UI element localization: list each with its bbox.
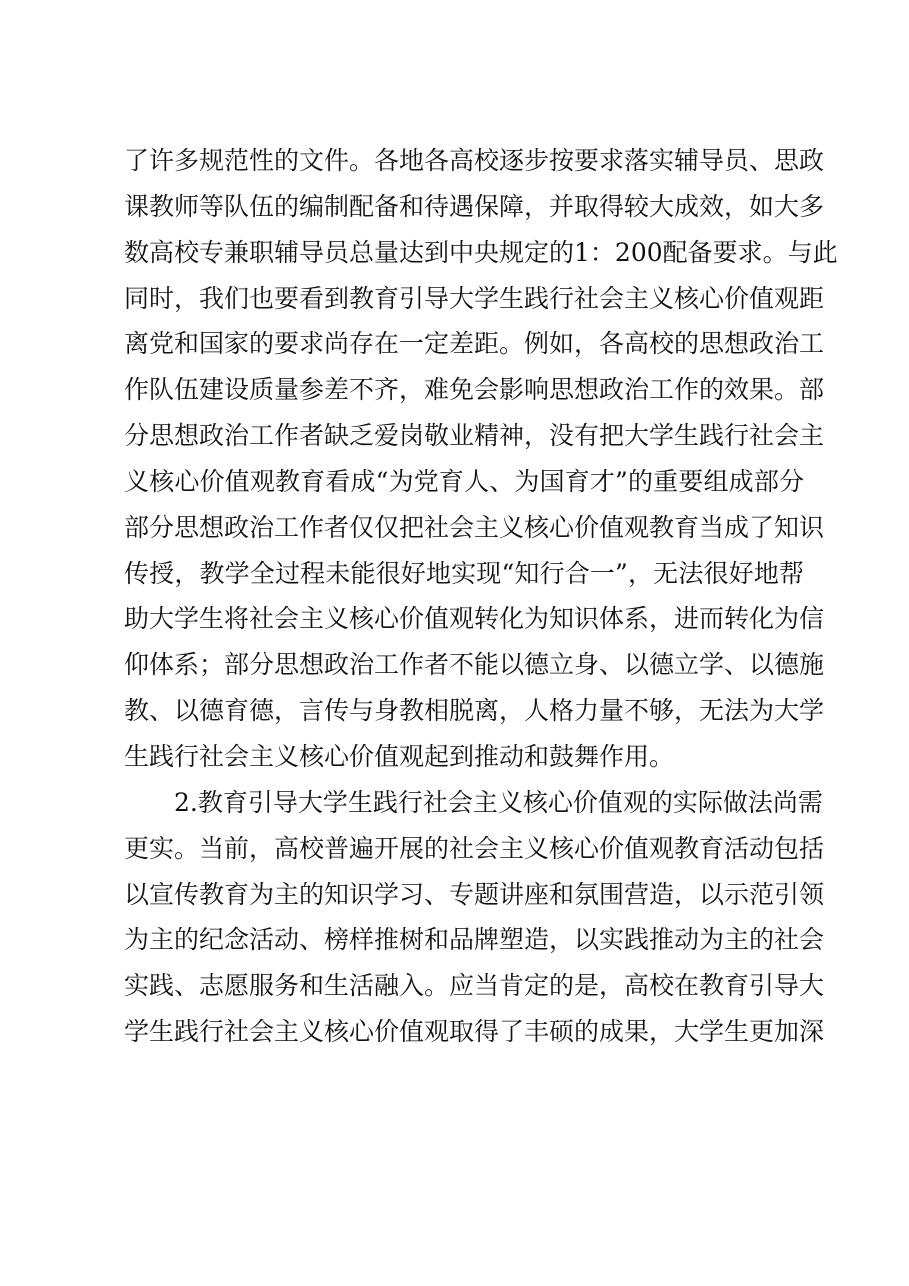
text-line: 同时，我们也要看到教育引导大学生践行社会主义核心价值观距: [124, 283, 825, 313]
text-line: 助大学生将社会主义核心价值观转化为知识体系，进而转化为信: [124, 604, 825, 634]
text-line: 为主的纪念活动、榜样推树和品牌塑造，以实践推动为主的社会: [124, 925, 825, 955]
text-line: 了许多规范性的文件。各地各高校逐步按要求落实辅导员、思政: [124, 146, 825, 175]
text-line: 以宣传教育为主的知识学习、专题讲座和氛围营造，以示范引领: [124, 879, 825, 909]
text-line: 作队伍建设质量参差不齐，难免会影响思想政治工作的效果。部: [124, 375, 825, 405]
text-line: 实践、志愿服务和生活融入。应当肯定的是，高校在教育引导大: [124, 971, 825, 1001]
text-line: 更实。当前，高校普遍开展的社会主义核心价值观教育活动包括: [124, 833, 825, 863]
text-line: 生践行社会主义核心价值观起到推动和鼓舞作用。: [124, 741, 675, 771]
text-line: 传授，教学全过程未能很好地实现“知行合一”，无法很好地帮: [124, 558, 804, 588]
text-line: 仰体系；部分思想政治工作者不能以德立身、以德立学、以德施: [124, 650, 825, 680]
text-line: 义核心价值观教育看成“为党育人、为国育才”的重要组成部分: [124, 466, 804, 496]
text-line: 数高校专兼职辅导员总量达到中央规定的1：200配备要求。与此: [124, 237, 838, 267]
text-line: 分思想政治工作者缺乏爱岗敬业精神，没有把大学生践行社会主: [124, 421, 825, 451]
text-line: 离党和国家的要求尚存在一定差距。例如，各高校的思想政治工: [124, 329, 825, 359]
text-line: 学生践行社会主义核心价值观取得了丰硕的成果，大学生更加深: [124, 1017, 825, 1047]
text-line: 教、以德育德，言传与身教相脱离，人格力量不够，无法为大学: [124, 696, 825, 726]
text-line: 2.教育引导大学生践行社会主义核心价值观的实际做法尚需: [174, 787, 823, 817]
body-text: [124, 138, 838, 1055]
text-line: 课教师等队伍的编制配备和待遇保障，并取得较大成效，如大多: [124, 191, 825, 221]
text-line: 部分思想政治工作者仅仅把社会主义核心价值观教育当成了知识: [124, 512, 825, 542]
